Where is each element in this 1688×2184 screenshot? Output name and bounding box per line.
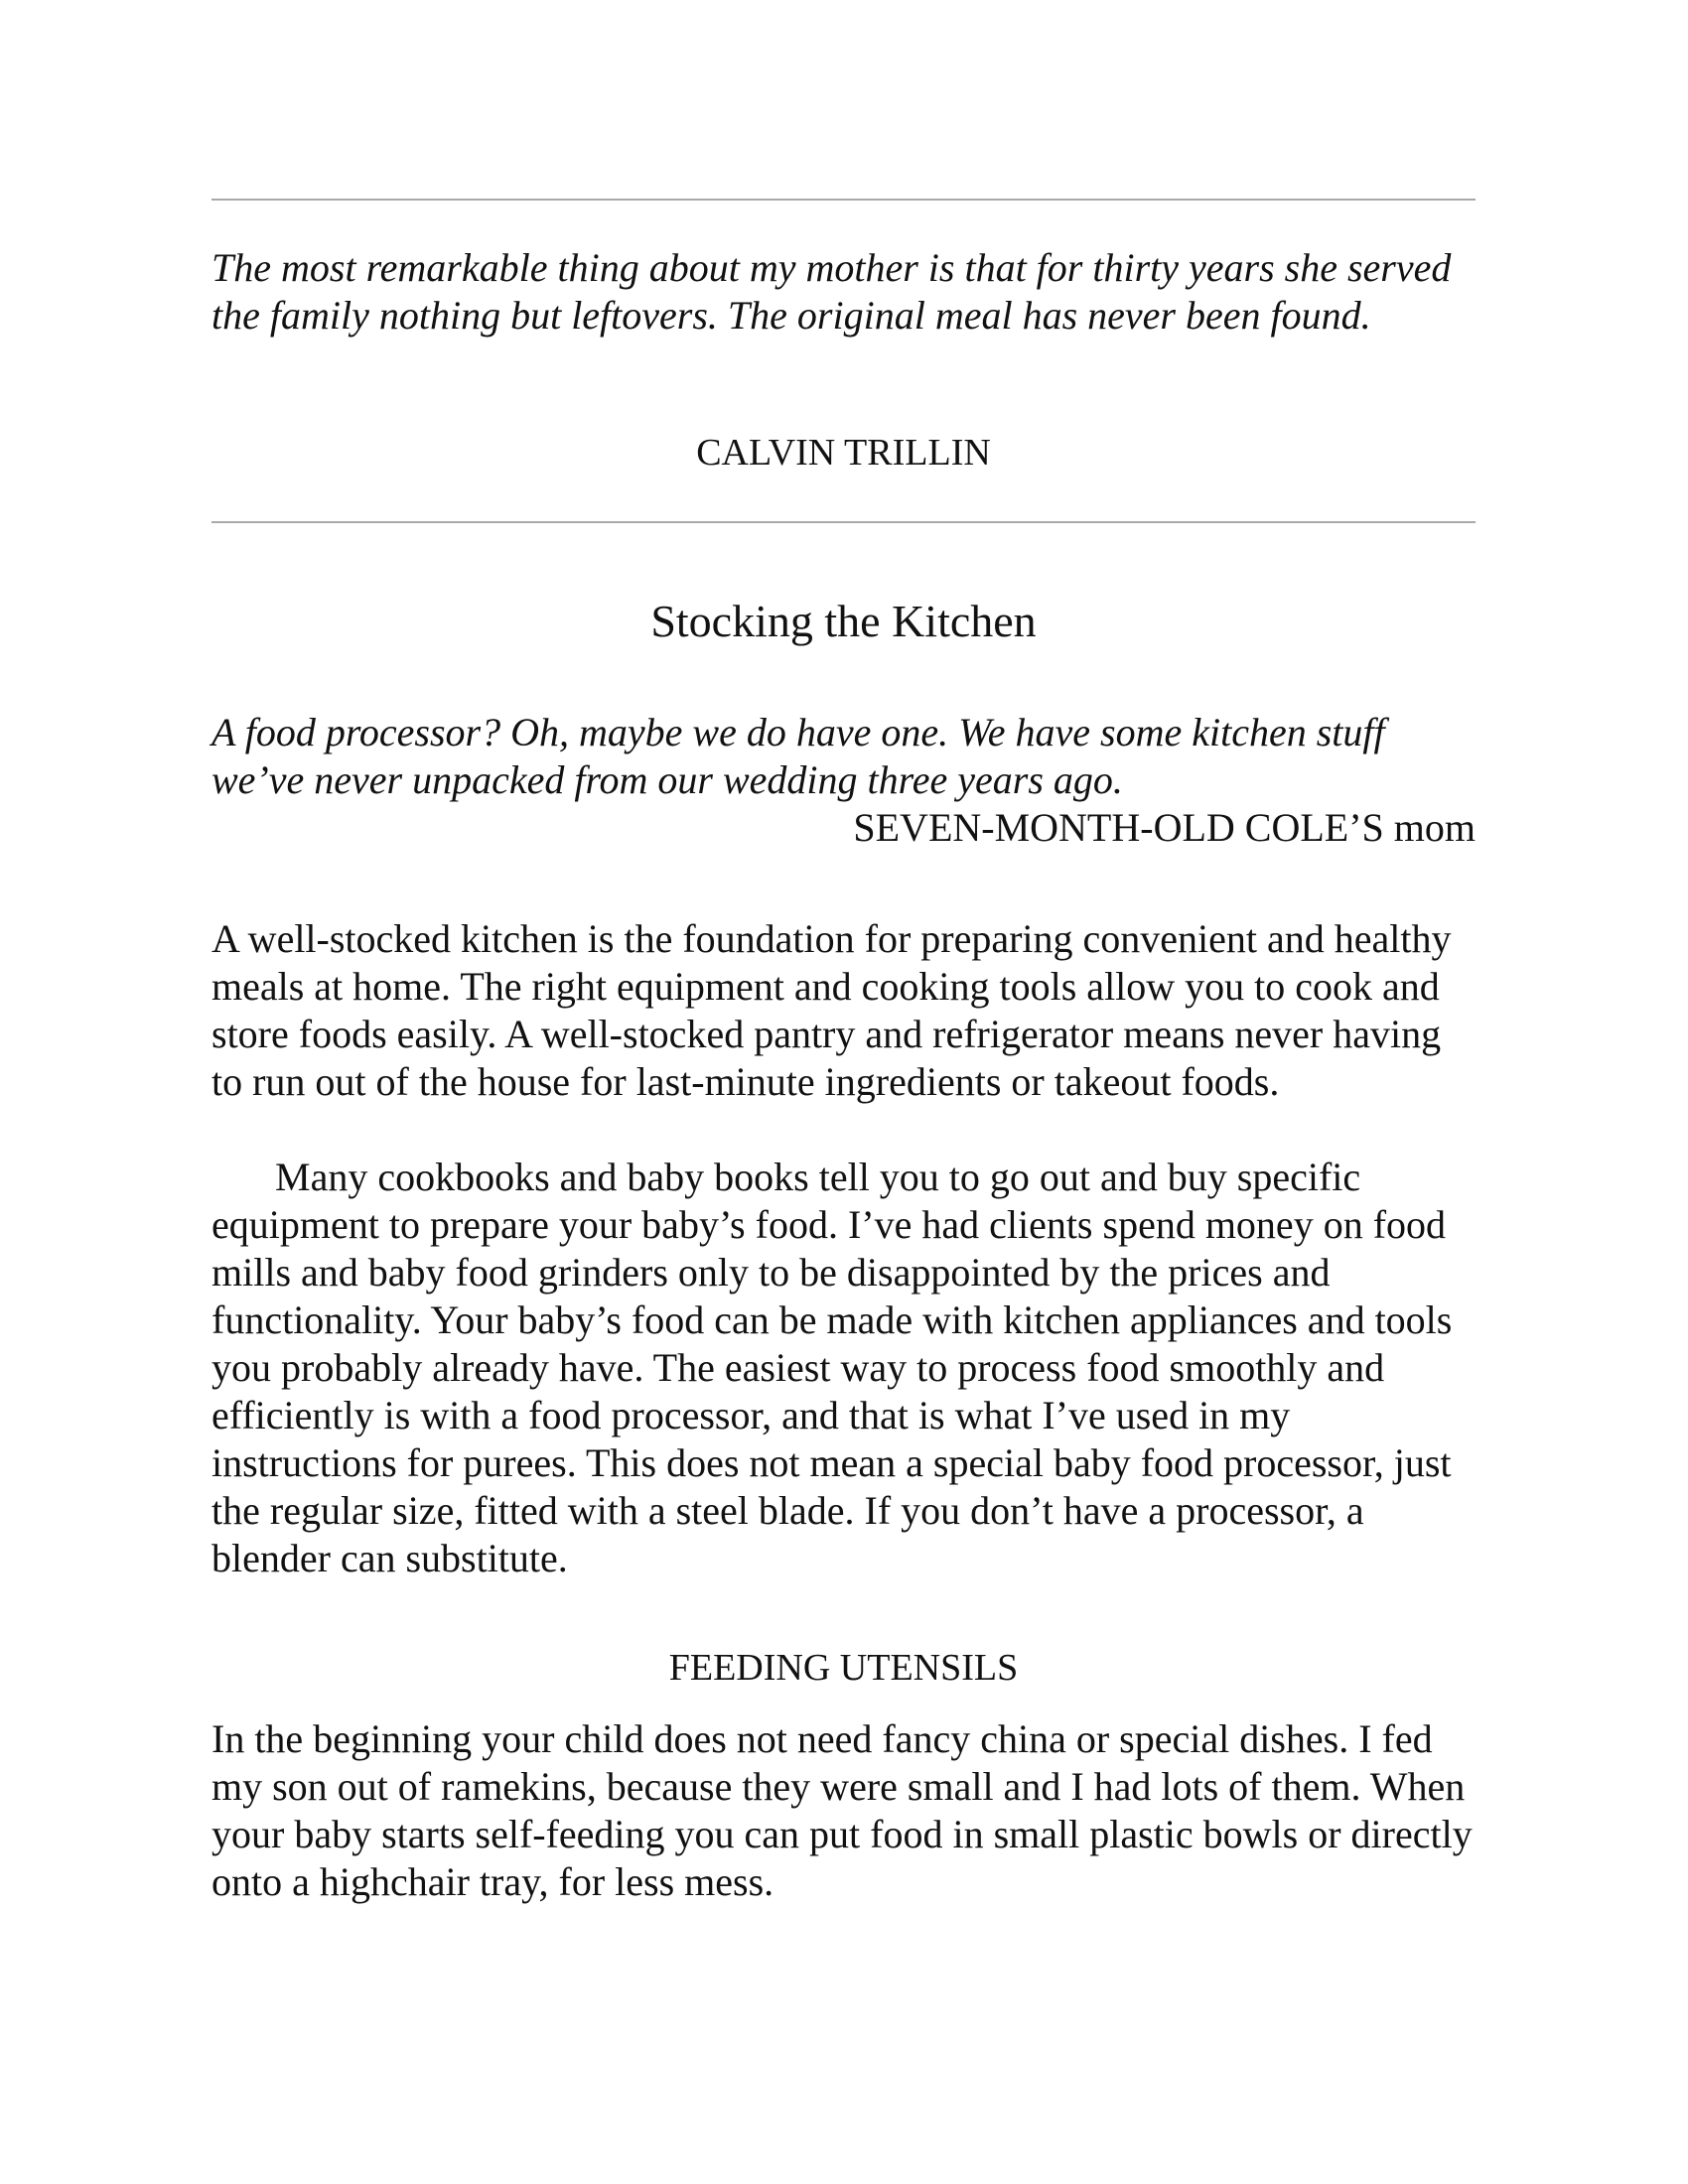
epigraph-quote: The most remarkable thing about my mother is that for thirty years she served the family nothing but leftovers. The original meal has never been found.: [211, 245, 1452, 338]
body-paragraph-1: A well-stocked kitchen is the foundation for preparing convenient and healthy meals at home. The right equipment and cooking tools allow you to cook and store foods easily. A well-stocked pantry and refrigerator means never having to run out of the house for last-minute ingredients or takeout foods.: [211, 916, 1452, 1104]
document-page: [211, 0, 1476, 2184]
section-paragraph: In the beginning your child does not need fancy china or special dishes. I fed my son out of ramekins, because they were small and I had lots of them. When your baby starts self-feeding you can put food in small plastic bowls or directly onto a highchair tray, for less mess.: [211, 1716, 1473, 1904]
chapter-title: Stocking the Kitchen: [650, 596, 1037, 646]
section-heading: FEEDING UTENSILS: [668, 1647, 1019, 1689]
chapter-quote-source: SEVEN-MONTH-OLD COLE’S mom: [853, 805, 1476, 850]
body-paragraph-2: Many cookbooks and baby books tell you to go out and buy specific equipment to prepare your baby’s food. I’ve had clients spend money on food mills and baby food grinders only to be disappointed by the prices and functionality. Your baby’s food can be made with kitchen appliances and tools you probably already have. The easiest way to process food smoothly and efficiently is with a food processor, and that is what I’ve used in my instructions for purees. This does not mean a special baby food processor, just the regular size, fitted with a steel blade. If you don’t have a processor, a blender can substitute.: [211, 1155, 1453, 1580]
chapter-quote: A food processor? Oh, maybe we do have one. We have some kitchen stuff we’ve never unpacked from our wedding three years ago.: [211, 710, 1385, 802]
epigraph-top-rule: [211, 199, 1476, 201]
epigraph-author: CALVIN TRILLIN: [696, 432, 991, 474]
epigraph-bottom-rule: [211, 521, 1476, 523]
